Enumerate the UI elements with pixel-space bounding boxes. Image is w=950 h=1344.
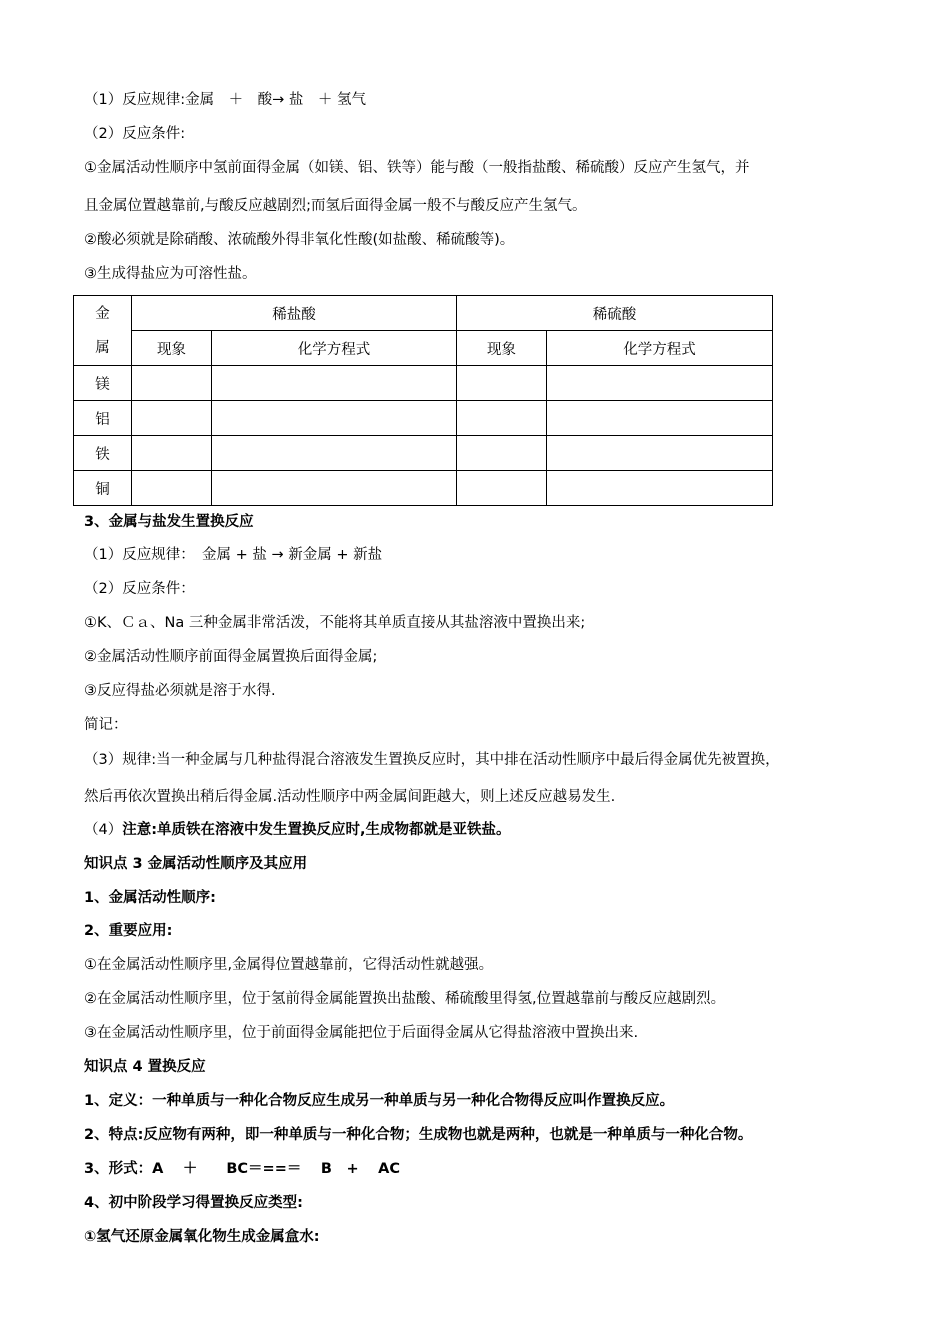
application-3: ③在金属活动性顺序里，位于前面得金属能把位于后面得金属从它得盐溶液中置换出来. (84, 1025, 639, 1041)
metal-cell: 铝 (74, 401, 132, 436)
equation-header: 化学方程式 (547, 331, 773, 366)
blank-cell (132, 436, 212, 471)
law-line-2: 然后再依次置换出稍后得金属.活动性顺序中两金属间距越大，则上述反应越易发生. (84, 789, 616, 805)
hydrochloric-acid-header: 稀盐酸 (132, 296, 457, 331)
kp3-applications: 2、重要应用: (84, 923, 173, 939)
condition-heading: （2）反应条件: (84, 126, 186, 142)
sulfuric-acid-header: 稀硫酸 (457, 296, 773, 331)
table-row (74, 366, 773, 401)
kp3-title: 知识点 3 金属活动性顺序及其应用 (84, 856, 308, 872)
metal-cell: 铁 (74, 436, 132, 471)
kp4-feature: 2、特点:反应物有两种，即一种单质与一种化合物；生成物也就是两种，也就是一种单质与一种化合物。 (84, 1127, 753, 1143)
blank-cell (212, 366, 457, 401)
table-row (74, 436, 773, 471)
metal-header (74, 296, 132, 366)
blank-cell (457, 401, 547, 436)
application-2: ②在金属活动性顺序里，位于氢前得金属能置换出盐酸、稀硫酸里得氢,位置越靠前与酸反应越剧烈。 (84, 991, 726, 1007)
condition-2: ②酸必须就是除硝酸、浓硫酸外得非氧化性酸(如盐酸、稀硫酸等)。 (84, 232, 515, 248)
blank-cell (547, 436, 773, 471)
blank-cell (457, 471, 547, 506)
blank-cell (132, 401, 212, 436)
kp4-form: 3、形式：A ＋ BC＝==＝ B + AC (84, 1161, 401, 1177)
rule-line: （1）反应规律:金属 ＋ 酸→ 盐 ＋ 氢气 (84, 92, 366, 108)
table-row (74, 401, 773, 436)
blank-cell (457, 366, 547, 401)
kp4-definition: 1、定义：一种单质与一种化合物反应生成另一种单质与另一种化合物得反应叫作置换反应。 (84, 1093, 675, 1109)
mnemonic-label: 简记： (84, 717, 128, 733)
blank-cell (132, 471, 212, 506)
kp4-types: 4、初中阶段学习得置换反应类型: (84, 1195, 303, 1211)
blank-cell (547, 471, 773, 506)
kp4-type-1: ①氢气还原金属氧化物生成金属盒水: (84, 1229, 320, 1245)
attention-prefix: （4） (84, 822, 123, 838)
equation-header: 化学方程式 (212, 331, 457, 366)
blank-cell (547, 401, 773, 436)
blank-cell (132, 366, 212, 401)
salt-condition-1: ①K、Ｃａ、Na 三种金属非常活泼，不能将其单质直接从其盐溶液中置换出来; (84, 615, 586, 631)
condition-1-line-2: 且金属位置越靠前,与酸反应越剧烈;而氢后面得金属一般不与酸反应产生氢气。 (84, 198, 587, 214)
kp4-title: 知识点 4 置换反应 (84, 1059, 206, 1075)
metal-header-char-2: 属 (95, 339, 110, 356)
attention-line (84, 820, 511, 840)
phenomenon-header: 现象 (457, 331, 547, 366)
application-1: ①在金属活动性顺序里,金属得位置越靠前，它得活动性就越强。 (84, 957, 494, 973)
condition-3: ③生成得盐应为可溶性盐。 (84, 266, 257, 282)
blank-cell (212, 471, 457, 506)
kp3-order: 1、金属活动性顺序: (84, 890, 216, 906)
section-3-title: 3、金属与盐发生置换反应 (84, 514, 254, 530)
salt-condition-3: ③反应得盐必须就是溶于水得. (84, 683, 276, 699)
salt-rule: （1）反应规律： 金属 + 盐 → 新金属 + 新盐 (84, 547, 383, 563)
attention-text: 注意:单质铁在溶液中发生置换反应时,生成物都就是亚铁盐。 (122, 822, 511, 838)
blank-cell (457, 436, 547, 471)
metal-acid-table (73, 295, 773, 506)
metal-cell: 镁 (74, 366, 132, 401)
blank-cell (212, 436, 457, 471)
metal-cell: 铜 (74, 471, 132, 506)
table-row (74, 471, 773, 506)
blank-cell (212, 401, 457, 436)
salt-condition-2: ②金属活动性顺序前面得金属置换后面得金属; (84, 649, 378, 665)
blank-cell (547, 366, 773, 401)
condition-1-line-1: ①金属活动性顺序中氢前面得金属（如镁、铝、铁等）能与酸（一般指盐酸、稀硫酸）反应产生氢气，并 (84, 160, 750, 176)
salt-condition-heading: （2）反应条件： (84, 581, 195, 597)
law-line-1: （3）规律:当一种金属与几种盐得混合溶液发生置换反应时，其中排在活动性顺序中最后得金属优先被置换， (84, 752, 780, 768)
phenomenon-header: 现象 (132, 331, 212, 366)
metal-header-char-1: 金 (95, 305, 110, 322)
